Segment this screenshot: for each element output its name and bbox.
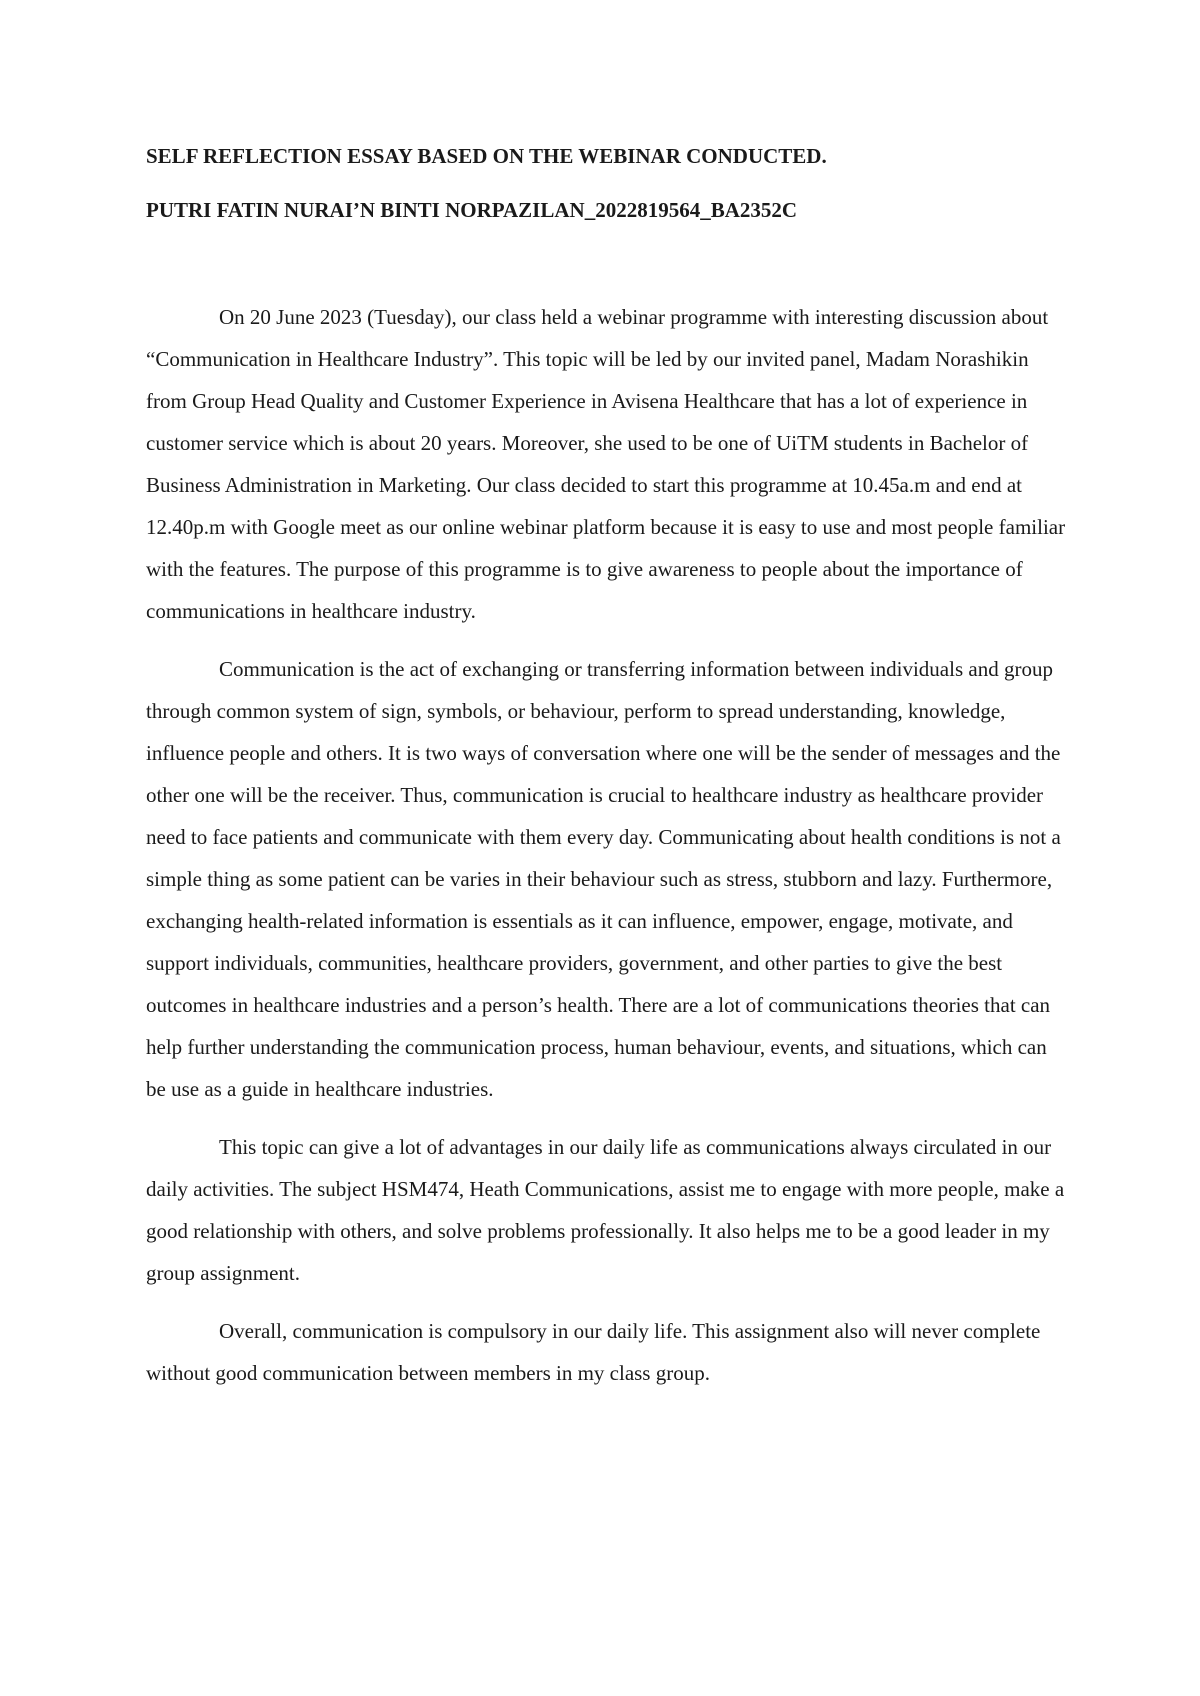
document-title: SELF REFLECTION ESSAY BASED ON THE WEBINAR CONDUCTED.	[146, 144, 827, 168]
paragraph-webinar-overview: On 20 June 2023 (Tuesday), our class held a webinar programme with interesting discussion about “Communication in Healthcare Industry”. This topic will be led by our invited panel, Madam Norashikin from Group Head Quality and Customer Experience in Avisena Healthcare that has a lot of experience in customer service which is about 20 years. Moreover, she used to be one of UiTM students in Bachelor of Business Administration in Marketing. Our class decided to start this programme at 10.45a.m and end at 12.40p.m with Google meet as our online webinar platform because it is easy to use and most people familiar with the features. The purpose of this programme is to give awareness to people about the importance of communications in healthcare industry.	[146, 305, 1066, 623]
paragraph-conclusion: Overall, communication is compulsory in our daily life. This assignment also will never complete without good communication between members in my class group.	[146, 1319, 1041, 1385]
paragraph-advantages: This topic can give a lot of advantages in our daily life as communications always circulated in our daily activities. The subject HSM474, Heath Communications, assist me to engage with more people, make a good relationship with others, and solve problems professionally. It also helps me to be a good leader in my group assignment.	[146, 1135, 1065, 1285]
author-line: PUTRI FATIN NURAI’N BINTI NORPAZILAN_2022819564_BA2352C	[146, 198, 798, 222]
paragraph-communication-definition: Communication is the act of exchanging or transferring information between individuals and group through common system of sign, symbols, or behaviour, perform to spread understanding, knowledge, influence people and others. It is two ways of conversation where one will be the sender of messages and the other one will be the receiver. Thus, communication is crucial to healthcare industry as healthcare provider need to face patients and communicate with them every day. Communicating about health conditions is not a simple thing as some patient can be varies in their behaviour such as stress, stubborn and lazy. Furthermore, exchanging health-related information is essentials as it can influence, empower, engage, motivate, and support individuals, communities, healthcare providers, government, and other parties to give the best outcomes in healthcare industries and a person’s health. There are a lot of communications theories that can help further understanding the communication process, human behaviour, events, and situations, which can be use as a guide in healthcare industries.	[146, 657, 1061, 1101]
document-body	[146, 142, 1066, 1410]
